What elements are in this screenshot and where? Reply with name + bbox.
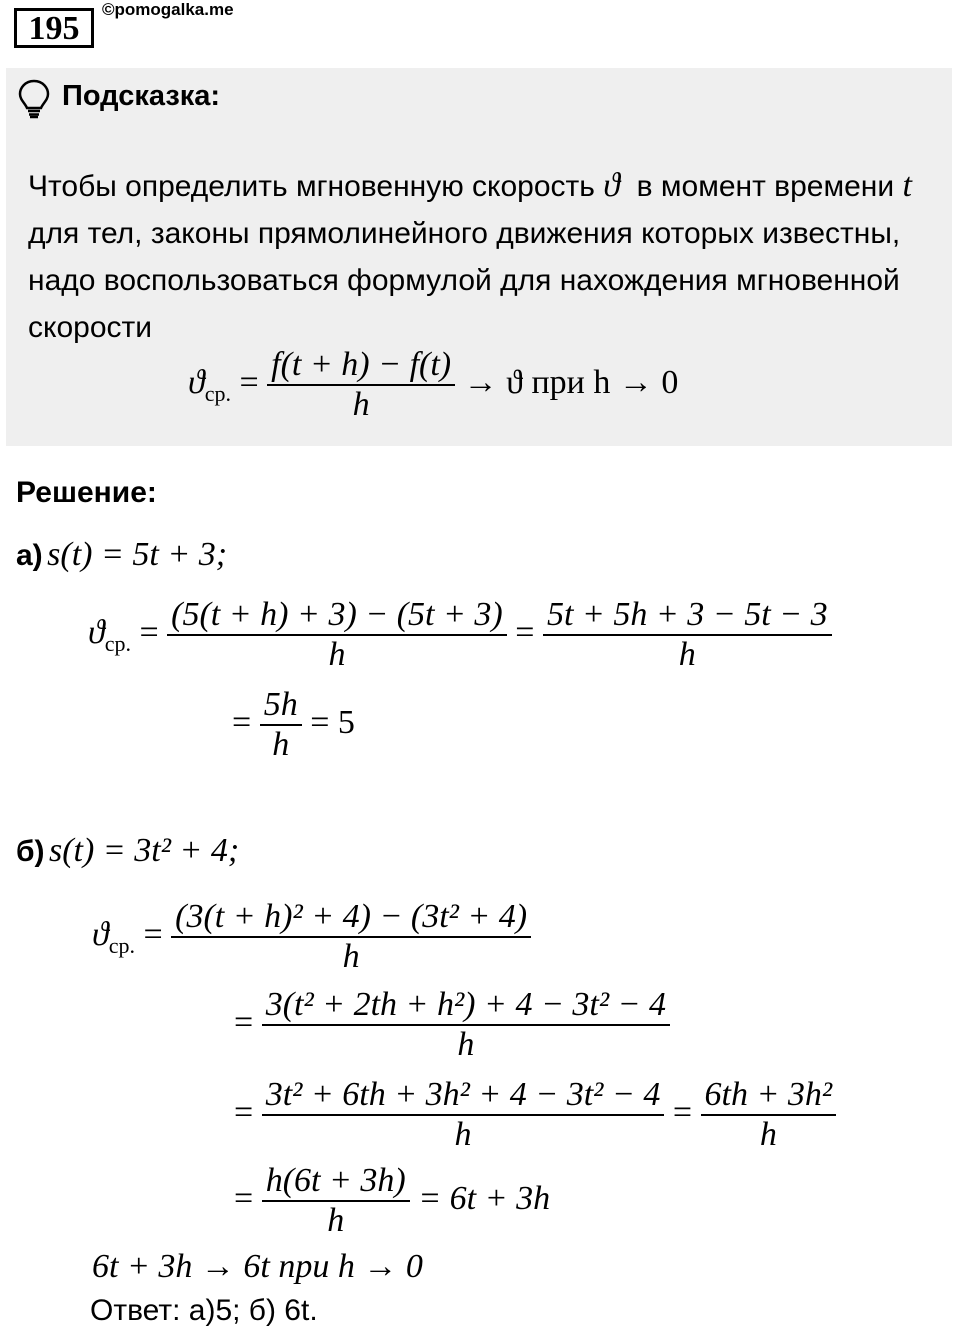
denominator: h [328,636,346,673]
formula-v-sub: ср. [204,380,231,406]
equals: = [232,703,252,741]
part-a-law: s(t) = 5t + 3; [47,536,228,573]
part-a-fraction-1 [167,596,507,674]
part-a-line2 [232,686,355,764]
hint-text-part1: Чтобы определить мгновенную скорость [28,170,595,203]
formula-equals: = [239,363,259,401]
hint-t-symbol: t [902,167,912,204]
part-b-line3 [234,1076,836,1154]
numerator: (5(t + h) + 3) − (5t + 3) [171,596,503,633]
formula-fraction [267,346,455,424]
problem-number: 195 [14,8,94,48]
part-b-fraction-1 [171,898,531,976]
part-b-fraction-5-result: = 6t + 3h [418,1179,551,1217]
solution-heading: Решение: [16,476,157,509]
part-b-v-sub: ср. [108,932,135,958]
equals: = [143,915,163,953]
denominator: h [457,1026,475,1063]
part-a-given [16,536,227,574]
watermark: ©pomogalka.me [102,0,234,19]
part-b-limit: 6t + 3h → 6t при h → 0 [92,1248,423,1285]
hint-text-part3: для тел, законы прямолинейного движения которых известны, надо воспользоваться формулой для нахождения мгновенной скорости [28,217,901,344]
denominator: h [327,1202,345,1239]
numerator: 5t + 5h + 3 − 5t − 3 [546,596,828,633]
numerator: 6th + 3h² [704,1076,833,1113]
part-a-result: = 5 [310,703,355,741]
part-b-v: ϑ [92,915,109,953]
part-a-v: ϑ [88,613,105,651]
formula-denominator: h [352,386,370,423]
part-a-line1 [88,596,832,674]
part-b-line2 [234,986,670,1064]
numerator: 3(t² + 2th + h²) + 4 − 3t² − 4 [265,986,666,1023]
denominator: h [272,726,290,763]
equals: = [234,1179,254,1217]
hint-formula [188,346,678,424]
part-a-fraction-3 [260,686,302,764]
part-b-fraction-3 [262,1076,665,1154]
answer: Ответ: а)5; б) 6t. [90,1294,318,1327]
equals: = [234,1093,254,1131]
part-b-line1 [92,898,531,976]
part-a-label: а) [16,539,43,572]
lightbulb-icon [16,78,52,125]
formula-v: ϑ [188,363,205,401]
part-a-fraction-2 [543,596,832,674]
part-b-line4 [234,1162,550,1240]
part-b-fraction-2 [262,986,670,1064]
hint-v-symbol: ϑ [603,167,620,204]
part-b-label: б) [16,835,45,868]
hint-text [28,162,928,351]
equals: = [139,613,159,651]
equals: = [234,1003,254,1041]
hint-title: Подсказка: [62,80,221,112]
hint-text-part2: в момент времени [636,170,895,203]
formula-tail: → ϑ при h → 0 [463,363,679,401]
denominator: h [342,938,360,975]
part-a-v-sub: ср. [104,630,131,656]
part-b-law: s(t) = 3t² + 4; [48,832,240,869]
numerator: (3(t + h)² + 4) − (3t² + 4) [175,898,528,935]
denominator: h [678,636,696,673]
numerator: h(6t + 3h) [265,1162,406,1199]
numerator: 3t² + 6th + 3h² + 4 − 3t² − 4 [265,1076,661,1113]
equals: = [515,613,535,651]
part-b-given [16,832,239,870]
part-b-fraction-4 [701,1076,837,1154]
denominator: h [454,1116,472,1153]
numerator: 5h [263,686,298,723]
denominator: h [759,1116,777,1153]
formula-numerator: f(t + h) − f(t) [271,346,452,383]
part-b-fraction-5 [262,1162,410,1240]
equals: = [672,1093,693,1131]
